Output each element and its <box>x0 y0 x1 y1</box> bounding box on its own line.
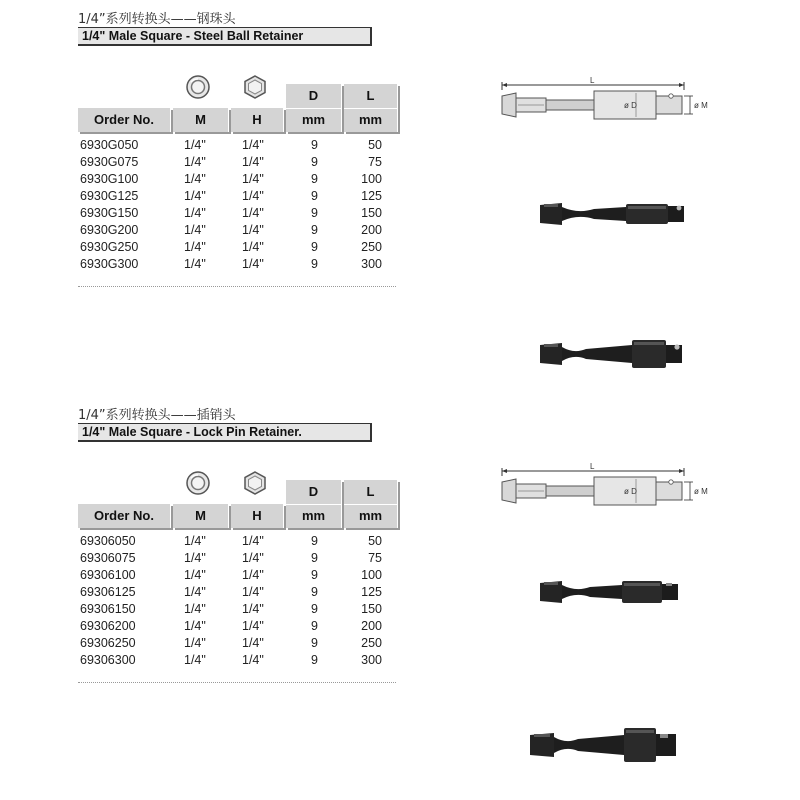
order-number: 6930G250 <box>80 240 139 254</box>
order-number: 69306250 <box>80 636 136 650</box>
section-title-en: 1/4" Male Square - Lock Pin Retainer. <box>78 423 372 442</box>
section-title-en: 1/4" Male Square - Steel Ball Retainer <box>78 27 372 46</box>
section-title-cn: 1/4”系列转换头——插销头 <box>78 408 236 423</box>
l-value: 250 <box>361 636 382 650</box>
section-title-cn: 1/4”系列转换头——钢珠头 <box>78 12 236 27</box>
table-row <box>78 223 396 239</box>
length-label: L <box>590 76 595 85</box>
d-value: 9 <box>311 619 318 633</box>
order-number: 69306100 <box>80 568 136 582</box>
h-size: 1/4" <box>242 551 264 565</box>
l-value: 200 <box>361 223 382 237</box>
column-header-l: L mm <box>344 480 398 528</box>
table-body <box>78 138 396 290</box>
table-row <box>78 551 396 567</box>
l-value: 300 <box>361 653 382 667</box>
table-row <box>78 155 396 171</box>
l-value: 75 <box>368 551 382 565</box>
column-header-l: L mm <box>344 84 398 132</box>
lock-pin-section <box>78 404 398 694</box>
h-size: 1/4" <box>242 223 264 237</box>
l-value: 100 <box>361 172 382 186</box>
d-value: 9 <box>311 653 318 667</box>
h-size: 1/4" <box>242 240 264 254</box>
h-size: 1/4" <box>242 602 264 616</box>
table-row <box>78 534 396 550</box>
h-size: 1/4" <box>242 568 264 582</box>
order-number: 69306125 <box>80 585 136 599</box>
square-label: ø M <box>694 487 708 496</box>
m-size: 1/4" <box>184 585 206 599</box>
table-row <box>78 636 396 652</box>
table-row <box>78 240 396 256</box>
l-value: 150 <box>361 206 382 220</box>
steel-ball-section <box>78 8 398 298</box>
h-size: 1/4" <box>242 155 264 169</box>
table-row <box>78 619 396 635</box>
m-size: 1/4" <box>184 619 206 633</box>
m-size: 1/4" <box>184 189 206 203</box>
table-header <box>78 470 398 528</box>
d-value: 9 <box>311 138 318 152</box>
adapter-short-steel-ball-image <box>538 196 698 236</box>
adapter-short-lock-pin-image <box>538 574 698 614</box>
m-size: 1/4" <box>184 551 206 565</box>
order-number: 69306150 <box>80 602 136 616</box>
l-value: 300 <box>361 257 382 271</box>
m-size: 1/4" <box>184 653 206 667</box>
square-label: ø M <box>694 101 708 110</box>
table-row <box>78 602 396 618</box>
table-row <box>78 653 396 669</box>
table-bottom-rule <box>78 682 396 683</box>
table-row <box>78 568 396 584</box>
adapter-stubby-steel-ball-image <box>538 336 698 376</box>
l-value: 100 <box>361 568 382 582</box>
d-value: 9 <box>311 551 318 565</box>
order-number: 69306200 <box>80 619 136 633</box>
order-number: 6930G150 <box>80 206 139 220</box>
l-value: 75 <box>368 155 382 169</box>
table-row <box>78 206 396 222</box>
l-value: 200 <box>361 619 382 633</box>
length-label: L <box>590 462 595 471</box>
d-value: 9 <box>311 636 318 650</box>
m-size: 1/4" <box>184 155 206 169</box>
m-size: 1/4" <box>184 172 206 186</box>
hexagon-icon <box>242 74 268 100</box>
order-number: 6930G100 <box>80 172 139 186</box>
d-value: 9 <box>311 240 318 254</box>
l-value: 125 <box>361 585 382 599</box>
order-number: 6930G200 <box>80 223 139 237</box>
diameter-label: ø D <box>624 487 637 496</box>
h-size: 1/4" <box>242 257 264 271</box>
order-number: 6930G050 <box>80 138 139 152</box>
l-value: 250 <box>361 240 382 254</box>
table-row <box>78 172 396 188</box>
m-size: 1/4" <box>184 257 206 271</box>
dimension-drawing-steel-ball <box>496 76 716 136</box>
m-size: 1/4" <box>184 240 206 254</box>
column-header-m: M <box>173 504 229 528</box>
m-size: 1/4" <box>184 568 206 582</box>
diameter-label: ø D <box>624 101 637 110</box>
column-header-order: Order No. <box>78 108 171 132</box>
h-size: 1/4" <box>242 138 264 152</box>
order-number: 69306050 <box>80 534 136 548</box>
m-size: 1/4" <box>184 223 206 237</box>
m-size: 1/4" <box>184 206 206 220</box>
d-value: 9 <box>311 206 318 220</box>
d-value: 9 <box>311 568 318 582</box>
m-size: 1/4" <box>184 534 206 548</box>
table-header <box>78 74 398 132</box>
dimension-drawing-lock-pin <box>496 462 716 522</box>
m-size: 1/4" <box>184 602 206 616</box>
h-size: 1/4" <box>242 653 264 667</box>
table-body <box>78 534 396 686</box>
l-value: 50 <box>368 138 382 152</box>
d-value: 9 <box>311 257 318 271</box>
l-value: 50 <box>368 534 382 548</box>
h-size: 1/4" <box>242 172 264 186</box>
round-socket-icon <box>185 74 211 100</box>
order-number: 6930G300 <box>80 257 139 271</box>
table-row <box>78 257 396 273</box>
m-size: 1/4" <box>184 636 206 650</box>
d-value: 9 <box>311 155 318 169</box>
order-number: 6930G125 <box>80 189 139 203</box>
m-size: 1/4" <box>184 138 206 152</box>
d-value: 9 <box>311 602 318 616</box>
table-row <box>78 585 396 601</box>
column-header-h: H <box>231 504 284 528</box>
h-size: 1/4" <box>242 534 264 548</box>
d-value: 9 <box>311 223 318 237</box>
round-socket-icon <box>185 470 211 496</box>
h-size: 1/4" <box>242 189 264 203</box>
d-value: 9 <box>311 585 318 599</box>
table-bottom-rule <box>78 286 396 287</box>
table-row <box>78 189 396 205</box>
order-number: 69306075 <box>80 551 136 565</box>
table-row <box>78 138 396 154</box>
column-header-order: Order No. <box>78 504 171 528</box>
order-number: 69306300 <box>80 653 136 667</box>
h-size: 1/4" <box>242 585 264 599</box>
column-header-m: M <box>173 108 229 132</box>
l-value: 125 <box>361 189 382 203</box>
d-value: 9 <box>311 189 318 203</box>
h-size: 1/4" <box>242 619 264 633</box>
hexagon-icon <box>242 470 268 496</box>
d-value: 9 <box>311 534 318 548</box>
h-size: 1/4" <box>242 206 264 220</box>
order-number: 6930G075 <box>80 155 139 169</box>
column-header-d: D mm <box>286 480 342 528</box>
column-header-h: H <box>231 108 284 132</box>
l-value: 150 <box>361 602 382 616</box>
d-value: 9 <box>311 172 318 186</box>
h-size: 1/4" <box>242 636 264 650</box>
column-header-d: D mm <box>286 84 342 132</box>
adapter-stubby-lock-pin-image <box>528 724 688 768</box>
